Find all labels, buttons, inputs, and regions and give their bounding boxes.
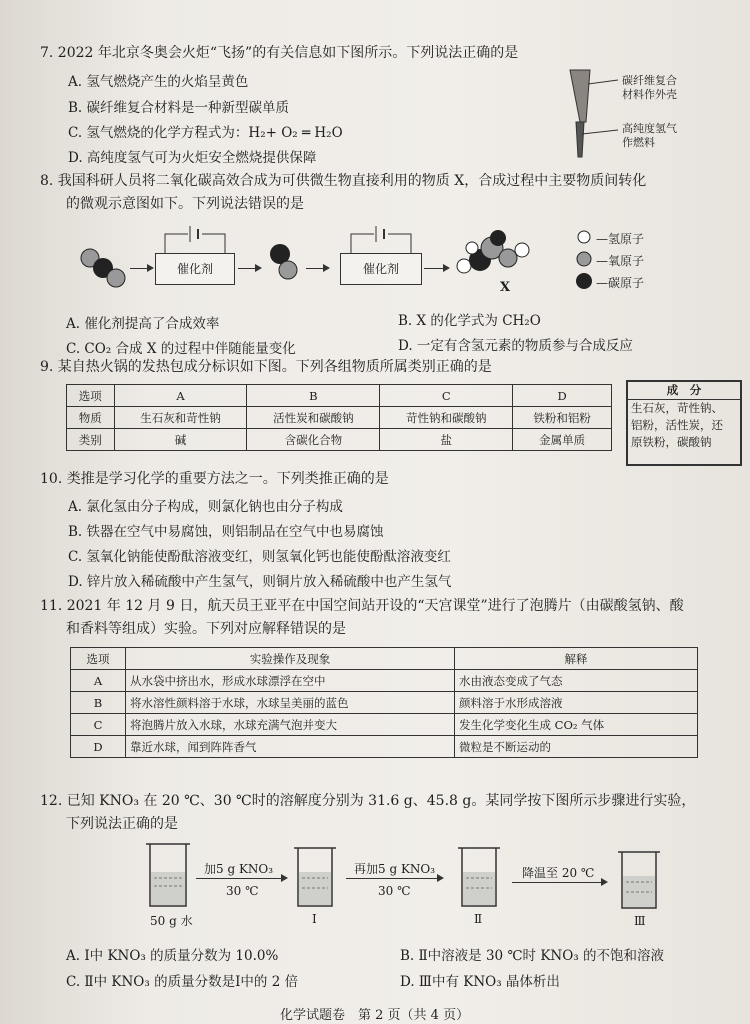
table-cell: 物质 (67, 407, 115, 429)
q12-option-b: B. Ⅱ中溶液是 30 ℃时 KNO₃ 的不饱和溶液 (400, 948, 665, 964)
q7-option-c: C. 氢气燃烧的化学方程式为：H₂+ O₂ ═ H₂O (68, 125, 343, 141)
beaker-label-2: Ⅱ (474, 912, 483, 926)
legend-oxygen: —氧原子 (596, 254, 645, 268)
q12-option-a: A. Ⅰ中 KNO₃ 的质量分数为 10.0% (66, 948, 279, 964)
q10-option-b: B. 铁器在空气中易腐蚀，则铝制品在空气中也易腐蚀 (68, 524, 384, 540)
table-cell: 将泡腾片放入水球，水球充满气泡并变大 (126, 714, 455, 736)
ingredients-line-2: 铝粉，活性炭，还 (631, 418, 723, 432)
q10-option-a: A. 氯化氢由分子构成，则氯化钠也由分子构成 (68, 499, 343, 515)
arrow-4 (424, 268, 448, 269)
beaker-label-1: Ⅰ (312, 912, 317, 926)
power-source-icon-2 (346, 222, 416, 256)
power-source-icon-1 (160, 222, 230, 256)
table-row (71, 648, 698, 670)
beaker-icon-water (144, 842, 192, 910)
q11-stem-2: 和香料等组成）实验。下列对应解释错误的是 (66, 621, 346, 637)
torch-icon (560, 62, 620, 162)
q9-table (66, 384, 612, 451)
table-cell: 活性炭和碳酸钠 (247, 407, 380, 429)
torch-label-fuel-1: 高纯度氢气 (622, 122, 677, 135)
table-cell: 实验操作及现象 (126, 648, 455, 670)
x-molecule-icon (452, 226, 532, 286)
q8-stem-2: 的微观示意图如下。下列说法错误的是 (66, 196, 304, 212)
table-cell: 选项 (71, 648, 126, 670)
table-cell: A (71, 670, 126, 692)
catalyst-box-1: 催化剂 (155, 253, 235, 285)
table-cell: 将水溶性颜料溶于水球，水球呈美丽的蓝色 (126, 692, 455, 714)
step1-temp: 30 ℃ (226, 884, 259, 898)
atom-legend-icons (574, 228, 594, 292)
ingredients-box (626, 380, 742, 466)
arrow-1 (130, 268, 152, 269)
arrow-3 (306, 268, 328, 269)
q11-stem-1: 11. 2021 年 12 月 9 日，航天员王亚平在中国空间站开设的“天宫课堂”进行了泡腾片（由碳酸氢钠、酸 (40, 598, 684, 614)
step2-arrow (346, 878, 442, 879)
table-cell: 靠近水球，闻到阵阵香气 (126, 736, 455, 758)
table-cell: C (71, 714, 126, 736)
torch-label-shell-1: 碳纤维复合 (622, 74, 677, 87)
table-row (67, 429, 612, 451)
x-label: X (500, 280, 511, 295)
q7-option-d: D. 高纯度氢气可为火炬安全燃烧提供保障 (68, 150, 317, 166)
table-cell: D (71, 736, 126, 758)
table-cell: 苛性钠和碳酸钠 (380, 407, 513, 429)
co2-molecule-icon (78, 240, 128, 290)
q8-option-b: B. X 的化学式为 CH₂O (398, 313, 541, 329)
table-row (71, 736, 698, 758)
catalyst-box-2: 催化剂 (340, 253, 422, 285)
legend-hydrogen: —氢原子 (596, 232, 645, 246)
step2-label: 再加5 g KNO₃ (354, 862, 436, 876)
table-cell: 金属单质 (513, 429, 612, 451)
page-footer: 化学试题卷 第 2 页（共 4 页） (280, 1008, 470, 1023)
q7-stem: 7. 2022 年北京冬奥会火炬“飞扬”的有关信息如下图所示。下列说法正确的是 (40, 45, 519, 61)
q12-stem-2: 下列说法正确的是 (66, 816, 178, 832)
table-cell: B (71, 692, 126, 714)
torch-label-shell-2: 材料作外壳 (622, 88, 677, 101)
q9-stem: 9. 某自热火锅的发热包成分标识如下图。下列各组物质所属类别正确的是 (40, 359, 492, 375)
table-row (71, 692, 698, 714)
table-cell: D (513, 385, 612, 407)
beaker-label-water: 50 g 水 (150, 914, 193, 928)
step1-label: 加5 g KNO₃ (204, 862, 274, 876)
beaker-label-3: Ⅲ (634, 914, 646, 928)
table-row (67, 385, 612, 407)
table-cell: 选项 (67, 385, 115, 407)
table-row (67, 407, 612, 429)
step3-arrow (512, 882, 606, 883)
table-cell: 铁粉和铝粉 (513, 407, 612, 429)
q7-option-a: A. 氢气燃烧产生的火焰呈黄色 (68, 74, 249, 90)
q11-table (70, 647, 698, 758)
q10-option-c: C. 氢氧化钠能使酚酞溶液变红，则氢氧化钙也能使酚酞溶液变红 (68, 549, 451, 565)
table-cell: 盐 (380, 429, 513, 451)
table-cell: B (247, 385, 380, 407)
q10-stem: 10. 类推是学习化学的重要方法之一。下列类推正确的是 (40, 471, 389, 487)
step2-temp: 30 ℃ (378, 884, 411, 898)
beaker-icon-2 (456, 846, 502, 910)
table-row (71, 670, 698, 692)
table-cell: 从水袋中挤出水，形成水球漂浮在空中 (126, 670, 455, 692)
table-cell: A (114, 385, 247, 407)
beaker-icon-3 (616, 850, 662, 912)
table-cell: 碱 (114, 429, 247, 451)
table-cell: 水由液态变成了气态 (455, 670, 698, 692)
table-row (71, 714, 698, 736)
table-cell: 微粒是不断运动的 (455, 736, 698, 758)
q8-option-a: A. 催化剂提高了合成效率 (66, 316, 220, 332)
table-cell: 颜料溶于水形成溶液 (455, 692, 698, 714)
beaker-icon-1 (292, 846, 338, 910)
q12-stem-1: 12. 已知 KNO₃ 在 20 ℃、30 ℃时的溶解度分别为 31.6 g、45.8 g。某同学按下图所示步骤进行实验， (40, 793, 696, 809)
table-cell: C (380, 385, 513, 407)
q8-option-d: D. 一定有含氢元素的物质参与合成反应 (398, 338, 633, 354)
arrow-2 (238, 268, 260, 269)
table-cell: 含碳化合物 (247, 429, 380, 451)
ingredients-title: 成 分 (628, 382, 740, 400)
table-cell: 类别 (67, 429, 115, 451)
q8-option-c: C. CO₂ 合成 X 的过程中伴随能量变化 (66, 341, 296, 357)
legend-carbon: —碳原子 (596, 276, 645, 290)
ingredients-line-3: 原铁粉，碳酸钠 (631, 435, 712, 449)
q7-option-b: B. 碳纤维复合材料是一种新型碳单质 (68, 100, 290, 116)
q12-option-d: D. Ⅲ中有 KNO₃ 晶体析出 (400, 974, 560, 990)
q10-option-d: D. 锌片放入稀硫酸中产生氢气，则铜片放入稀硫酸中也产生氢气 (68, 574, 452, 590)
q8-stem-1: 8. 我国科研人员将二氧化碳高效合成为可供微生物直接利用的物质 X，合成过程中主要物质间转化 (40, 173, 647, 189)
step3-label: 降温至 20 ℃ (522, 866, 595, 880)
torch-label-fuel-2: 作燃料 (622, 136, 655, 149)
step1-arrow (196, 878, 286, 879)
co-molecule-icon (264, 240, 304, 285)
ingredients-line-1: 生石灰，苛性钠、 (631, 401, 723, 415)
q12-option-c: C. Ⅱ中 KNO₃ 的质量分数是Ⅰ中的 2 倍 (66, 974, 299, 990)
table-cell: 发生化学变化生成 CO₂ 气体 (455, 714, 698, 736)
table-cell: 生石灰和苛性钠 (114, 407, 247, 429)
table-cell: 解释 (455, 648, 698, 670)
